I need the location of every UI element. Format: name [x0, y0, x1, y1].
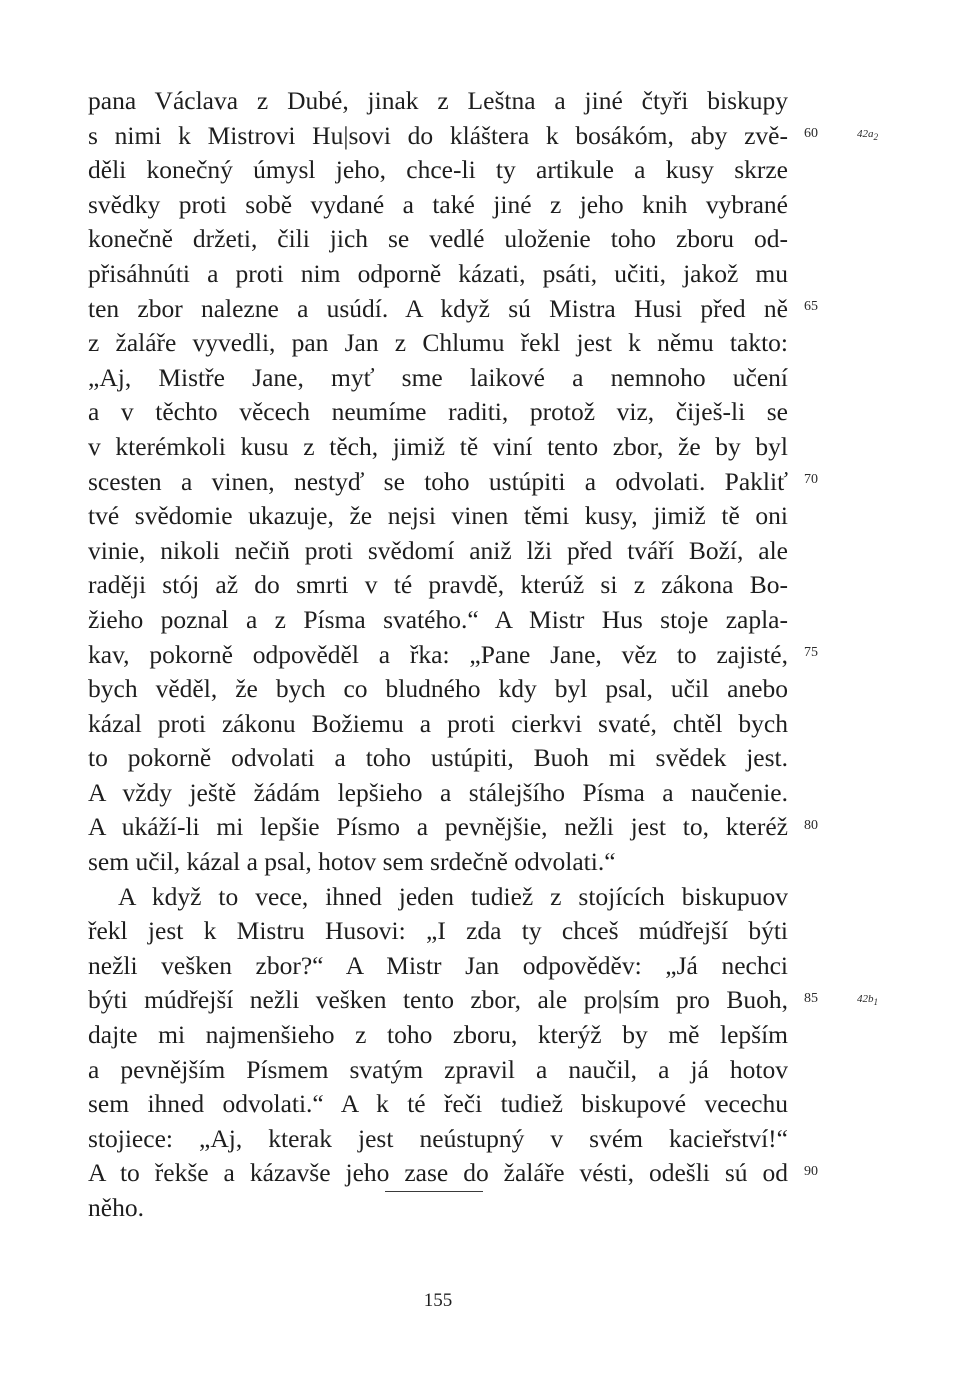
text-line: vinie, nikoli nečiň proti svědomí aniž lži před tváří Boží, ale	[88, 535, 788, 565]
text-line: kázal proti zákonu Božiemu a proti cierkvi svaté, chtěl bych	[88, 708, 788, 738]
text-line: stojiece: „Aj, kterak jest neústupný v svém kacieřství!“	[88, 1123, 788, 1153]
text-line: raději stój až do smrti v té pravdě, kterúž si z zákona Bo-	[88, 570, 788, 600]
text-line: scesten a vinen, nestyď se toho ustúpiti a odvolati. Pakliť	[88, 466, 788, 496]
line-number: 90	[804, 1164, 818, 1179]
folio-reference	[857, 993, 878, 1008]
text-line: A to řekše a kázavše jeho zase do žaláře vésti, odešli sú od	[88, 1158, 788, 1188]
text-line: v kterémkoli kusu z těch, jimiž tě viní tento zbor, že by byl	[88, 431, 788, 461]
text-line: a v těchto věcech neumíme raditi, protož viz, čiješ-li se	[88, 397, 788, 427]
text-line: bych věděl, že bych co bludného kdy byl psal, učil anebo	[88, 674, 788, 704]
text-line: z žaláře vyvedli, pan Jan z Chlumu řekl jest k němu takto:	[88, 328, 788, 358]
body-text	[88, 84, 788, 1226]
text-line: tvé svědomie ukazuje, že nejsi vinen těmi kusy, jimiž tě oni	[88, 501, 788, 531]
line-number: 80	[804, 818, 818, 833]
text-line: něho.	[88, 1193, 144, 1222]
page-number: 155	[423, 1290, 453, 1311]
text-line: svědky proti sobě vydané a také jiné z jeho knih vybrané	[88, 189, 788, 219]
folio-reference	[857, 128, 878, 143]
text-line: býti múdřejší nežli vešken tento zbor, ale pro|sím pro Buoh,	[88, 985, 788, 1015]
line-number: 70	[804, 472, 818, 487]
text-line: kav, pokorně odpověděl a řka: „Pane Jane, věz to zajisté,	[88, 639, 788, 669]
folio-label: 42a	[857, 128, 874, 140]
end-divider	[385, 1191, 483, 1192]
text-line: děli konečný úmysl jeho, chce-li ty artikule a kusy skrze	[88, 155, 788, 185]
text-line: „Aj, Mistře Jane, myť sme laikové a nemnoho učení	[88, 362, 788, 392]
line-number: 85	[804, 991, 818, 1006]
text-line: konečně držeti, čili jich se vedlé uloženie toho zboru od-	[88, 224, 788, 254]
text-line: řekl jest k Mistru Husovi: „I zda ty chceš múdřejší býti	[88, 916, 788, 946]
text-line: A ukáží-li mi lepšie Písmo a pevnějšie, nežli jest to, kteréž	[88, 812, 788, 842]
text-line: žieho poznal a z Písma svatého.“ A Mistr Hus stoje zapla-	[88, 604, 788, 634]
line-number: 65	[804, 299, 818, 314]
text-line: dajte mi najmenšieho z toho zboru, kterýž by mě lepším	[88, 1020, 788, 1050]
text-line: a pevnějším Písmem svatým zpravil a naučil, a já hotov	[88, 1054, 788, 1084]
text-line: nežli vešken zbor?“ A Mistr Jan odpověděv: „Já nechci	[88, 950, 788, 980]
text-line: sem ihned odvolati.“ A k té řeči tudiež biskupové vecechu	[88, 1089, 788, 1119]
text-line: A vždy ještě žádám lepšieho a stálejšího Písma a naučenie.	[88, 777, 788, 807]
text-line: pana Václava z Dubé, jinak z Leštna a jiné čtyři biskupy	[88, 86, 788, 115]
folio-label: 42b	[857, 993, 874, 1005]
line-number: 75	[804, 645, 818, 660]
folio-sub: 1	[873, 997, 879, 1008]
text-line: to pokorně odvolati a toho ustúpiti, Buoh mi svědek jest.	[88, 743, 788, 773]
text-line: ten zbor nalezne a usúdí. A když sú Mistra Husi před ně	[88, 293, 788, 323]
line-number: 60	[804, 126, 818, 141]
folio-sub: 2	[873, 132, 879, 143]
text-line: A když to vece, ihned jeden tudiež z stojících biskupuov	[118, 881, 788, 911]
text-line: s nimi k Mistrovi Hu|sovi do kláštera k bosákóm, aby zvě-	[88, 120, 788, 150]
text-line: přisáhnúti a proti nim odporně kázati, psáti, učiti, jakož mu	[88, 258, 788, 288]
text-line: sem učil, kázal a psal, hotov sem srdečně odvolati.“	[88, 847, 616, 877]
